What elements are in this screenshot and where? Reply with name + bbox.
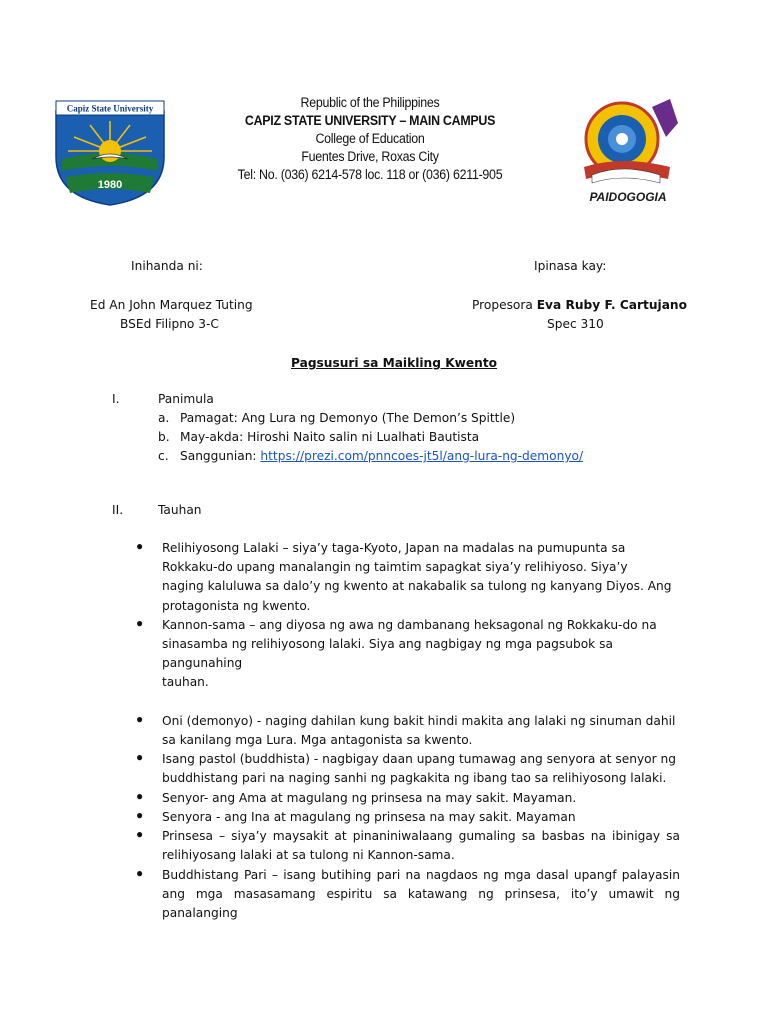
character-buddhist-priest: Buddhistang Pari – isang butihing pari na nagdaos ng mga dasal upangf palayasin ang mga masasamang espiritu sa katawang ng prinsesa, ito’y umawit ng panalanging bbox=[162, 868, 680, 921]
professor-line bbox=[472, 296, 687, 315]
character-oni: Oni (demonyo) - naging dahilan kung bakit hindi makita ang lalaki ng sinuman dahil sa kanilang mga Lura. Mga antagonista sa kwento. bbox=[162, 714, 676, 748]
character-senyora: Senyora - ang Ina at magulang ng prinsesa na may sakit. Mayaman bbox=[162, 810, 576, 824]
bullet-icon: ● bbox=[136, 539, 144, 553]
item-b-letter: b. bbox=[158, 430, 170, 444]
svg-text:1980: 1980 bbox=[97, 179, 123, 191]
bullet-icon: ● bbox=[136, 866, 144, 880]
letterhead-university: CAPIZ STATE UNIVERSITY – MAIN CAMPUS bbox=[244, 113, 496, 128]
bullet-icon: ● bbox=[136, 750, 144, 764]
character-shepherd: Isang pastol (buddhista) - nagbigay daan upang tumawag ang senyora at senyor ng buddhistang pari na naging sanhi ng pagkakita ng ibang tao sa relihiyosong lalaki. bbox=[162, 752, 676, 786]
translator-last-name: Bautista bbox=[424, 430, 480, 444]
character-princess: Prinsesa – siya’y maysakit at pinaniniwalaang gumaling sa basbas na ibinigay sa relihiyosang lalaki at sa tulong ni Kannon-sama. bbox=[162, 829, 680, 863]
bullet-icon: ● bbox=[136, 616, 144, 630]
translator-first-name: Lualhati bbox=[376, 430, 425, 444]
capiz-state-university-logo bbox=[52, 97, 168, 207]
student-course: BSEd Filipno 3-C bbox=[120, 317, 219, 331]
student-name: Ed An John Marquez Tuting bbox=[90, 298, 253, 312]
section-1-heading: Panimula bbox=[158, 392, 214, 406]
item-b-author bbox=[180, 428, 479, 447]
letterhead-address: Fuentes Drive, Roxas City bbox=[301, 149, 439, 164]
letterhead-college: College of Education bbox=[315, 131, 425, 146]
subject-code: Spec 310 bbox=[547, 317, 604, 331]
letterhead-telephone: Tel: No. (036) 6214-578 loc. 118 or (036) 6211-905 bbox=[237, 167, 503, 182]
section-2-heading: Tauhan bbox=[158, 503, 202, 517]
letterhead-republic: Republic of the Philippines bbox=[300, 95, 440, 110]
item-a-title: Pamagat: Ang Lura ng Demonyo (The Demon’s Spittle) bbox=[180, 411, 516, 425]
character-kannon-sama-continued: tauhan. bbox=[162, 675, 209, 689]
professor-prefix: Propesora bbox=[472, 298, 537, 312]
submitted-to-label: Ipinasa kay: bbox=[534, 259, 607, 273]
character-religious-man: Relihiyosong Lalaki – siya’y taga-Kyoto, Japan na madalas na pumupunta sa Rokkaku-do upang manalangin ng taimtim sapagkat siya’y relihiyoso. Siya’y naging kaluluwa sa dalo’y ng kwento at nakabalik sa tulong ng kanyang Diyos. Ang protagonista ng kwento. bbox=[162, 541, 672, 613]
college-of-education-logo bbox=[572, 93, 684, 206]
author-text: May-akda: Hiroshi Naito salin ni bbox=[180, 430, 377, 444]
bullet-icon: ● bbox=[136, 712, 144, 726]
section-2-number: II. bbox=[112, 503, 124, 517]
prepared-by-label: Inihanda ni: bbox=[131, 259, 203, 273]
letterhead bbox=[214, 94, 527, 184]
svg-text:PAIDOGOGIA: PAIDOGOGIA bbox=[589, 190, 667, 204]
item-a-letter: a. bbox=[158, 411, 170, 425]
bullet-icon: ● bbox=[136, 789, 144, 803]
reference-link[interactable]: https://prezi.com/pnncoes-jt5l/ang-lura-ng-demonyo/ bbox=[260, 449, 584, 463]
character-senyor: Senyor- ang Ama at magulang ng prinsesa na may sakit. Mayaman. bbox=[162, 791, 577, 805]
item-c-reference bbox=[180, 447, 583, 466]
professor-name: Eva Ruby F. Cartujano bbox=[536, 298, 687, 312]
bullet-icon: ● bbox=[136, 808, 144, 822]
item-c-letter: c. bbox=[158, 449, 169, 463]
character-kannon-sama: Kannon-sama – ang diyosa ng awa ng dambanang heksagonal ng Rokkaku-do na sinasamba ng relihiyosong lalaki. Siya ang nagbigay ng mga pagsubok sa pangunahing bbox=[162, 618, 657, 671]
reference-label: Sanggunian: bbox=[180, 449, 261, 463]
bullet-icon: ● bbox=[136, 827, 144, 841]
section-1-number: I. bbox=[112, 392, 120, 406]
svg-text:Capiz State University: Capiz State University bbox=[66, 103, 154, 114]
document-title: Pagsusuri sa Maikling Kwento bbox=[291, 356, 498, 370]
